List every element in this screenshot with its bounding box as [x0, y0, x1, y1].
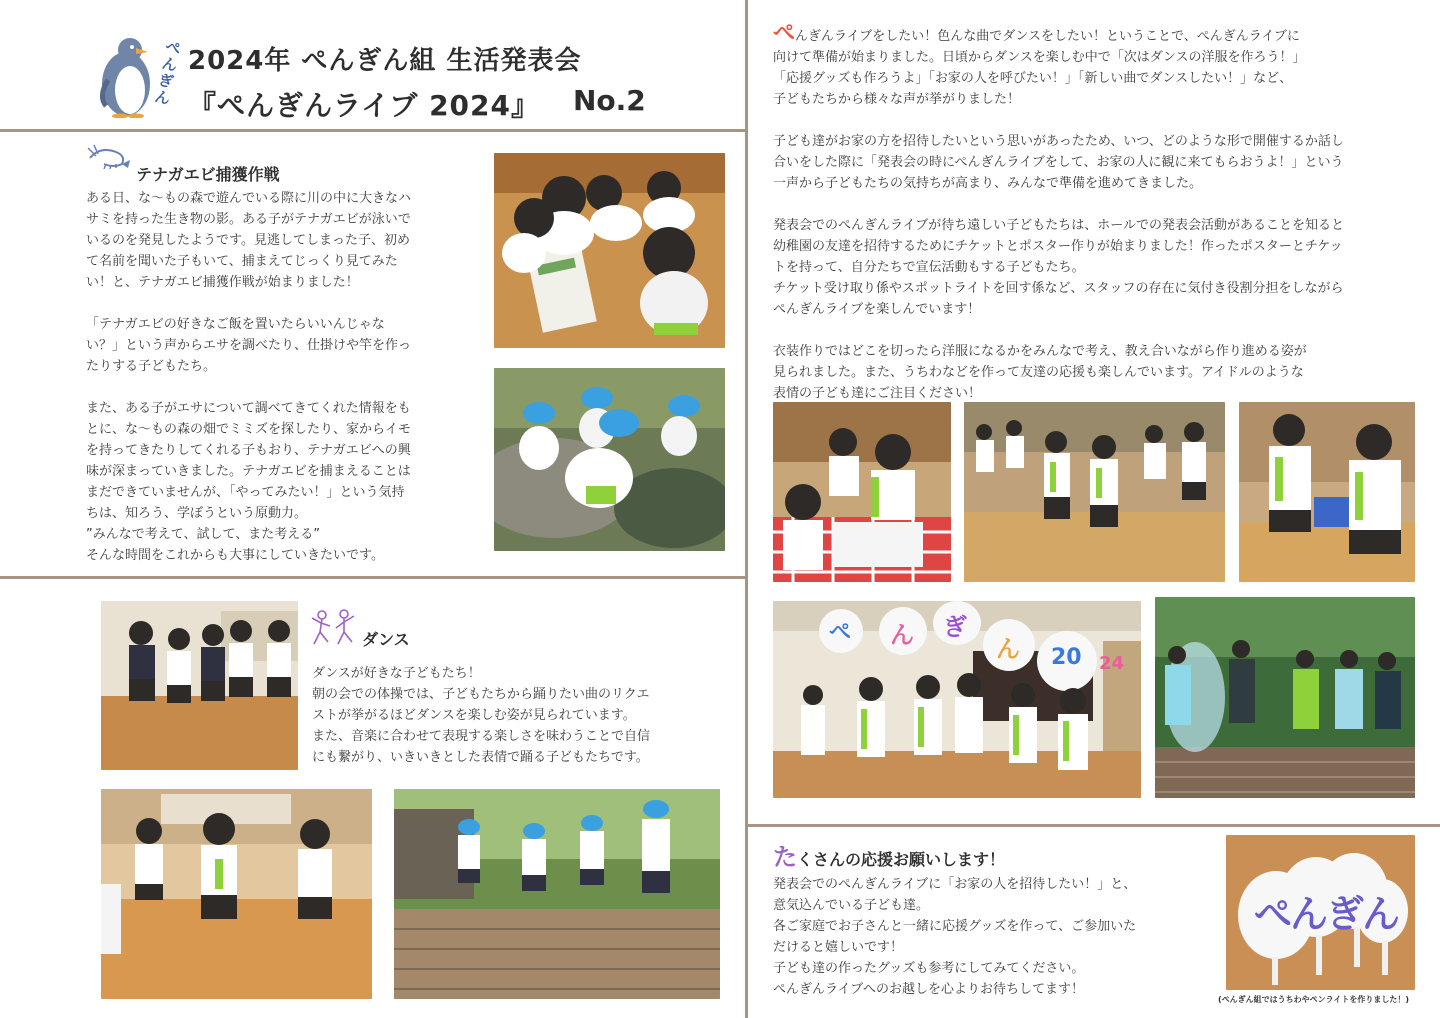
header-divider [0, 129, 745, 132]
center-divider [745, 0, 748, 1018]
sign-n1: ん [890, 621, 914, 649]
support-heading: たくさんの応援お願いします！ [773, 843, 1006, 871]
photo-kids-river [494, 368, 725, 551]
sign-gi: ぎ [943, 613, 967, 641]
photo-dance-deck [394, 789, 720, 999]
dance-body: ダンスが好きな子どもたち！ 朝の会での体操では、子どもたちから踊りたい曲のリクエ ストが挙がるほどダンスを楽しむ姿が見られています。 また、音楽に合わせて表現する楽しさを味わうことで自信 にも繋がり、いきいきとした表情で踊る子どもたちです。 [312, 666, 651, 765]
sign-20: 20 [1051, 645, 1082, 670]
fans-caption: (ぺんぎん組ではうちわやペンライトを作りました！) [1218, 995, 1410, 1004]
right-section-divider [748, 824, 1440, 827]
fans-text: ぺんぎん [1254, 892, 1399, 936]
photo-making-poster [773, 402, 951, 582]
shrimp-body: ある日、な〜もの森で遊んでいる際に川の中に大きなハ サミを持った生き物の影。ある子がテナガエビが泳いで いるのを発見したようです。見逃してしまった子、初め て名前を聞いた子もいて、捕まえてじっくり見てみた い！と、テナガエビ捕獲作戦が始まりました！ 「テナガエビの好きなご飯を置いたらいいんじゃな い？」という声からエサを調べたり、仕掛けや竿を作っ たりする子どもたち。 また、ある子がエサについて調べてきてくれた情報をも とに、な〜もの森の畑でミミズを探したり、家からイモ を持ってきたりしてくれる子もおり、テナガエビへの興 味が深まっていきました。テナガエビを捕まえることは まだできていませんが、「やってみたい！」という気持 ちは、知ろう、学ぼうという原動力。 ”みんなで考えて、試して、また考える” そんな時間をこれからも大事にしていきたいです。 [86, 191, 412, 563]
photo-dance-indoor [101, 789, 372, 999]
dancing-people-icon [308, 608, 358, 648]
newsletter-title: 2024年 ぺんぎん組 生活発表会 [188, 46, 582, 76]
shrimp-heading: テナガエビ捕獲作戦 [136, 165, 280, 184]
photo-dance-classroom [101, 601, 298, 770]
logo-vertical-text: ぺんぎん [153, 37, 183, 109]
support-body: 発表会でのぺんぎんライブに「お家の人を招待したい！」と、 意気込んでいる子ども達。 各ご家庭でお子さんと一緒に応援グッズを作って、ご参加いた だけると嬉しいです！ 子ども達の作ったグッズも参考にしてみてください。 ぺんぎんライブへのお越しを心よりお待ちしてます！ [773, 877, 1137, 997]
support-lead-character: た [773, 843, 797, 871]
sign-pe: ぺ [829, 620, 852, 645]
photo-handmade-fans [1226, 835, 1415, 990]
sign-24: 24 [1099, 653, 1125, 674]
photo-dance-practice [964, 402, 1225, 582]
dance-heading: ダンス [362, 630, 410, 649]
shrimp-icon [86, 144, 132, 170]
left-section-divider [0, 576, 745, 579]
photo-dance-closeup [1239, 402, 1415, 582]
photo-stage-performance [1155, 597, 1415, 798]
live-lead-character: ぺ [773, 21, 796, 46]
live-body: ぺんぎんライブをしたい！色んな曲でダンスをしたい！ということで、ぺんぎんライブに 向けて準備が始まりました。日頃からダンスを楽しむ中で「次はダンスの洋服を作ろう！」 「応援グッズも作ろうよ」「お家の人を呼びたい！」「新しい曲でダンスしたい！」など、 子どもたちから様々な声が挙がりました！ 子ども達がお家の方を招待したいという思いがあったため、いつ、どのような形で開催するか話し 合いをした際に「発表会の時にぺんぎんライブをして、お家の人に観に来てもらおうよ！」という 一声から子どもたちの気持ちが高まり、みんなで準備を進めてきました。 発表会でのぺんぎんライブが待ち遠しい子どもたちは、ホールでの発表会活動があることを知ると 幼稚園の友達を招待するためにチケットとポスター作りが始まりました！作ったポスターとチケッ トを持って、自分たちで宣伝活動もする子どもたち。 チケット受け取り係やスポットライトを回す係など、スタッフの存在に気付き役割分担をしながら ぺんぎんライブを楽しんでいます！ 衣装作りではどこを切ったら洋服になるかをみんなで考え、教え合いながら作り進める姿が 見られました。また、うちわなどを作って友達の応援も楽しんでいます。アイドルのような 表情の子ども達にご注目ください！ [773, 21, 1344, 401]
photo-kids-reading [494, 153, 725, 348]
sign-n2: ん [996, 635, 1020, 663]
photo-penguin-2024-signs [773, 601, 1141, 798]
issue-number: No.2 [573, 84, 646, 117]
event-title: 『ぺんぎんライブ 2024』 [188, 89, 540, 122]
